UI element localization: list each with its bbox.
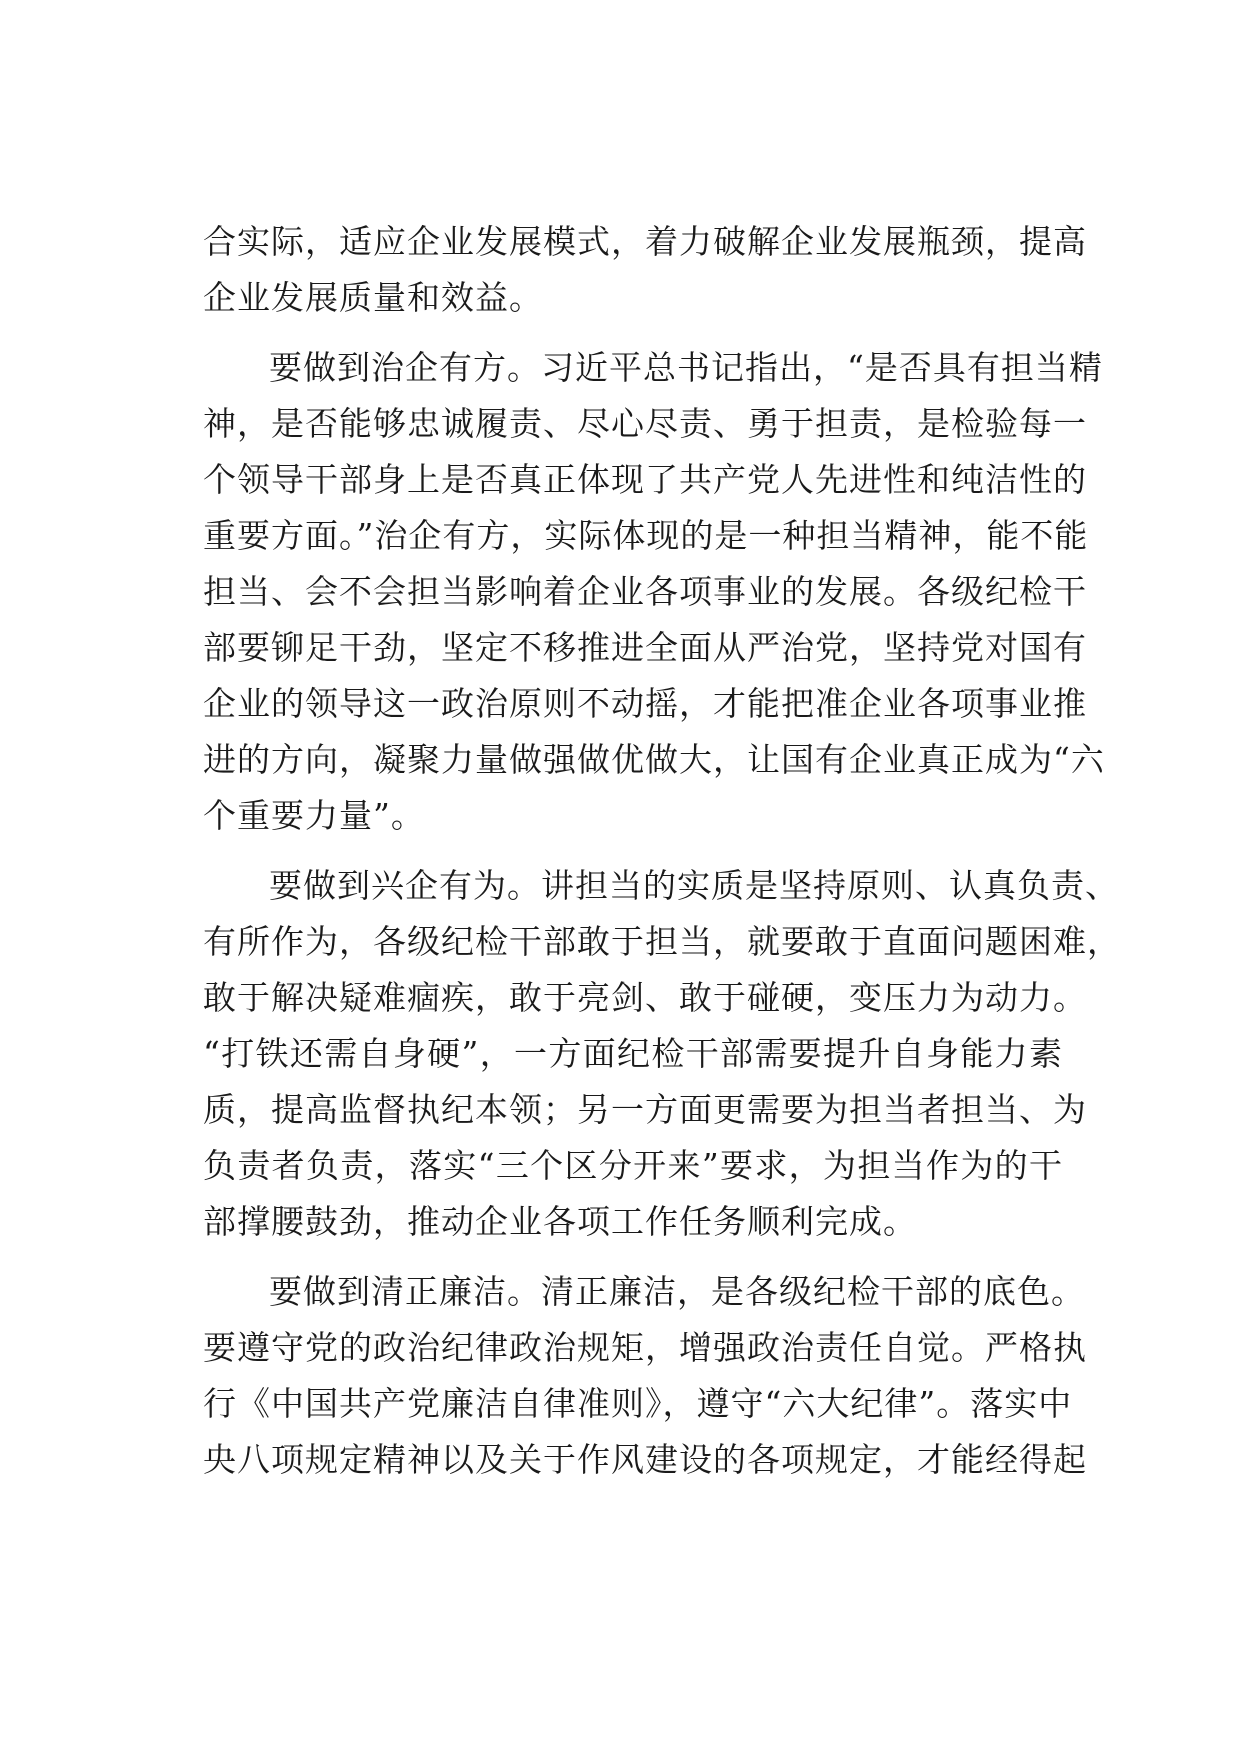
text-line: 质，提高监督执纪本领；另一方面更需要为担当者担当、为 [203,1090,1087,1129]
text-line: 合实际，适应企业发展模式，着力破解企业发展瓶颈，提高 [203,222,1087,261]
text-line: 企业发展质量和效益。 [203,278,543,317]
paragraph-3 [203,858,1121,1250]
text-line: “打铁还需自身硬”，一方面纪检干部需要提升自身能力素 [203,1034,1063,1073]
text-line: 担当、会不会担当影响着企业各项事业的发展。各级纪检干 [203,572,1087,611]
text-line: 负责者负责，落实“三个区分开来”要求，为担当作为的干 [203,1146,1063,1185]
text-line: 要做到兴企有为。讲担当的实质是坚持原则、认真负责、 [269,866,1119,905]
text-line: 神，是否能够忠诚履责、尽心尽责、勇于担责，是检验每一 [203,404,1087,443]
text-line: 企业的领导这一政治原则不动摇，才能把准企业各项事业推 [203,684,1087,723]
text-line: 行《中国共产党廉洁自律准则》，遵守“六大纪律”。落实中 [203,1384,1073,1423]
text-line: 敢于解决疑难痼疾，敢于亮剑、敢于碰硬，变压力为动力。 [203,978,1087,1017]
paragraph-2 [203,340,1105,844]
text-line: 进的方向，凝聚力量做强做优做大，让国有企业真正成为“六 [203,740,1105,779]
text-line: 部要铆足干劲，坚定不移推进全面从严治党，坚持党对国有 [203,628,1087,667]
paragraph-1 [203,214,1087,326]
paragraph-4 [203,1264,1087,1488]
text-line: 个重要力量”。 [203,796,425,835]
text-line: 要做到清正廉洁。清正廉洁，是各级纪检干部的底色。 [269,1272,1085,1311]
text-line: 个领导干部身上是否真正体现了共产党人先进性和纯洁性的 [203,460,1087,499]
text-line: 要遵守党的政治纪律政治规矩，增强政治责任自觉。严格执 [203,1328,1087,1367]
text-line: 要做到治企有方。习近平总书记指出，“是否具有担当精 [269,348,1103,387]
body-text [203,214,1121,1488]
text-line: 有所作为，各级纪检干部敢于担当，就要敢于直面问题困难， [203,922,1121,961]
text-line: 央八项规定精神以及关于作风建设的各项规定，才能经得起 [203,1440,1087,1479]
text-line: 部撑腰鼓劲，推动企业各项工作任务顺利完成。 [203,1202,917,1241]
text-line: 重要方面。”治企有方，实际体现的是一种担当精神，能不能 [203,516,1089,555]
